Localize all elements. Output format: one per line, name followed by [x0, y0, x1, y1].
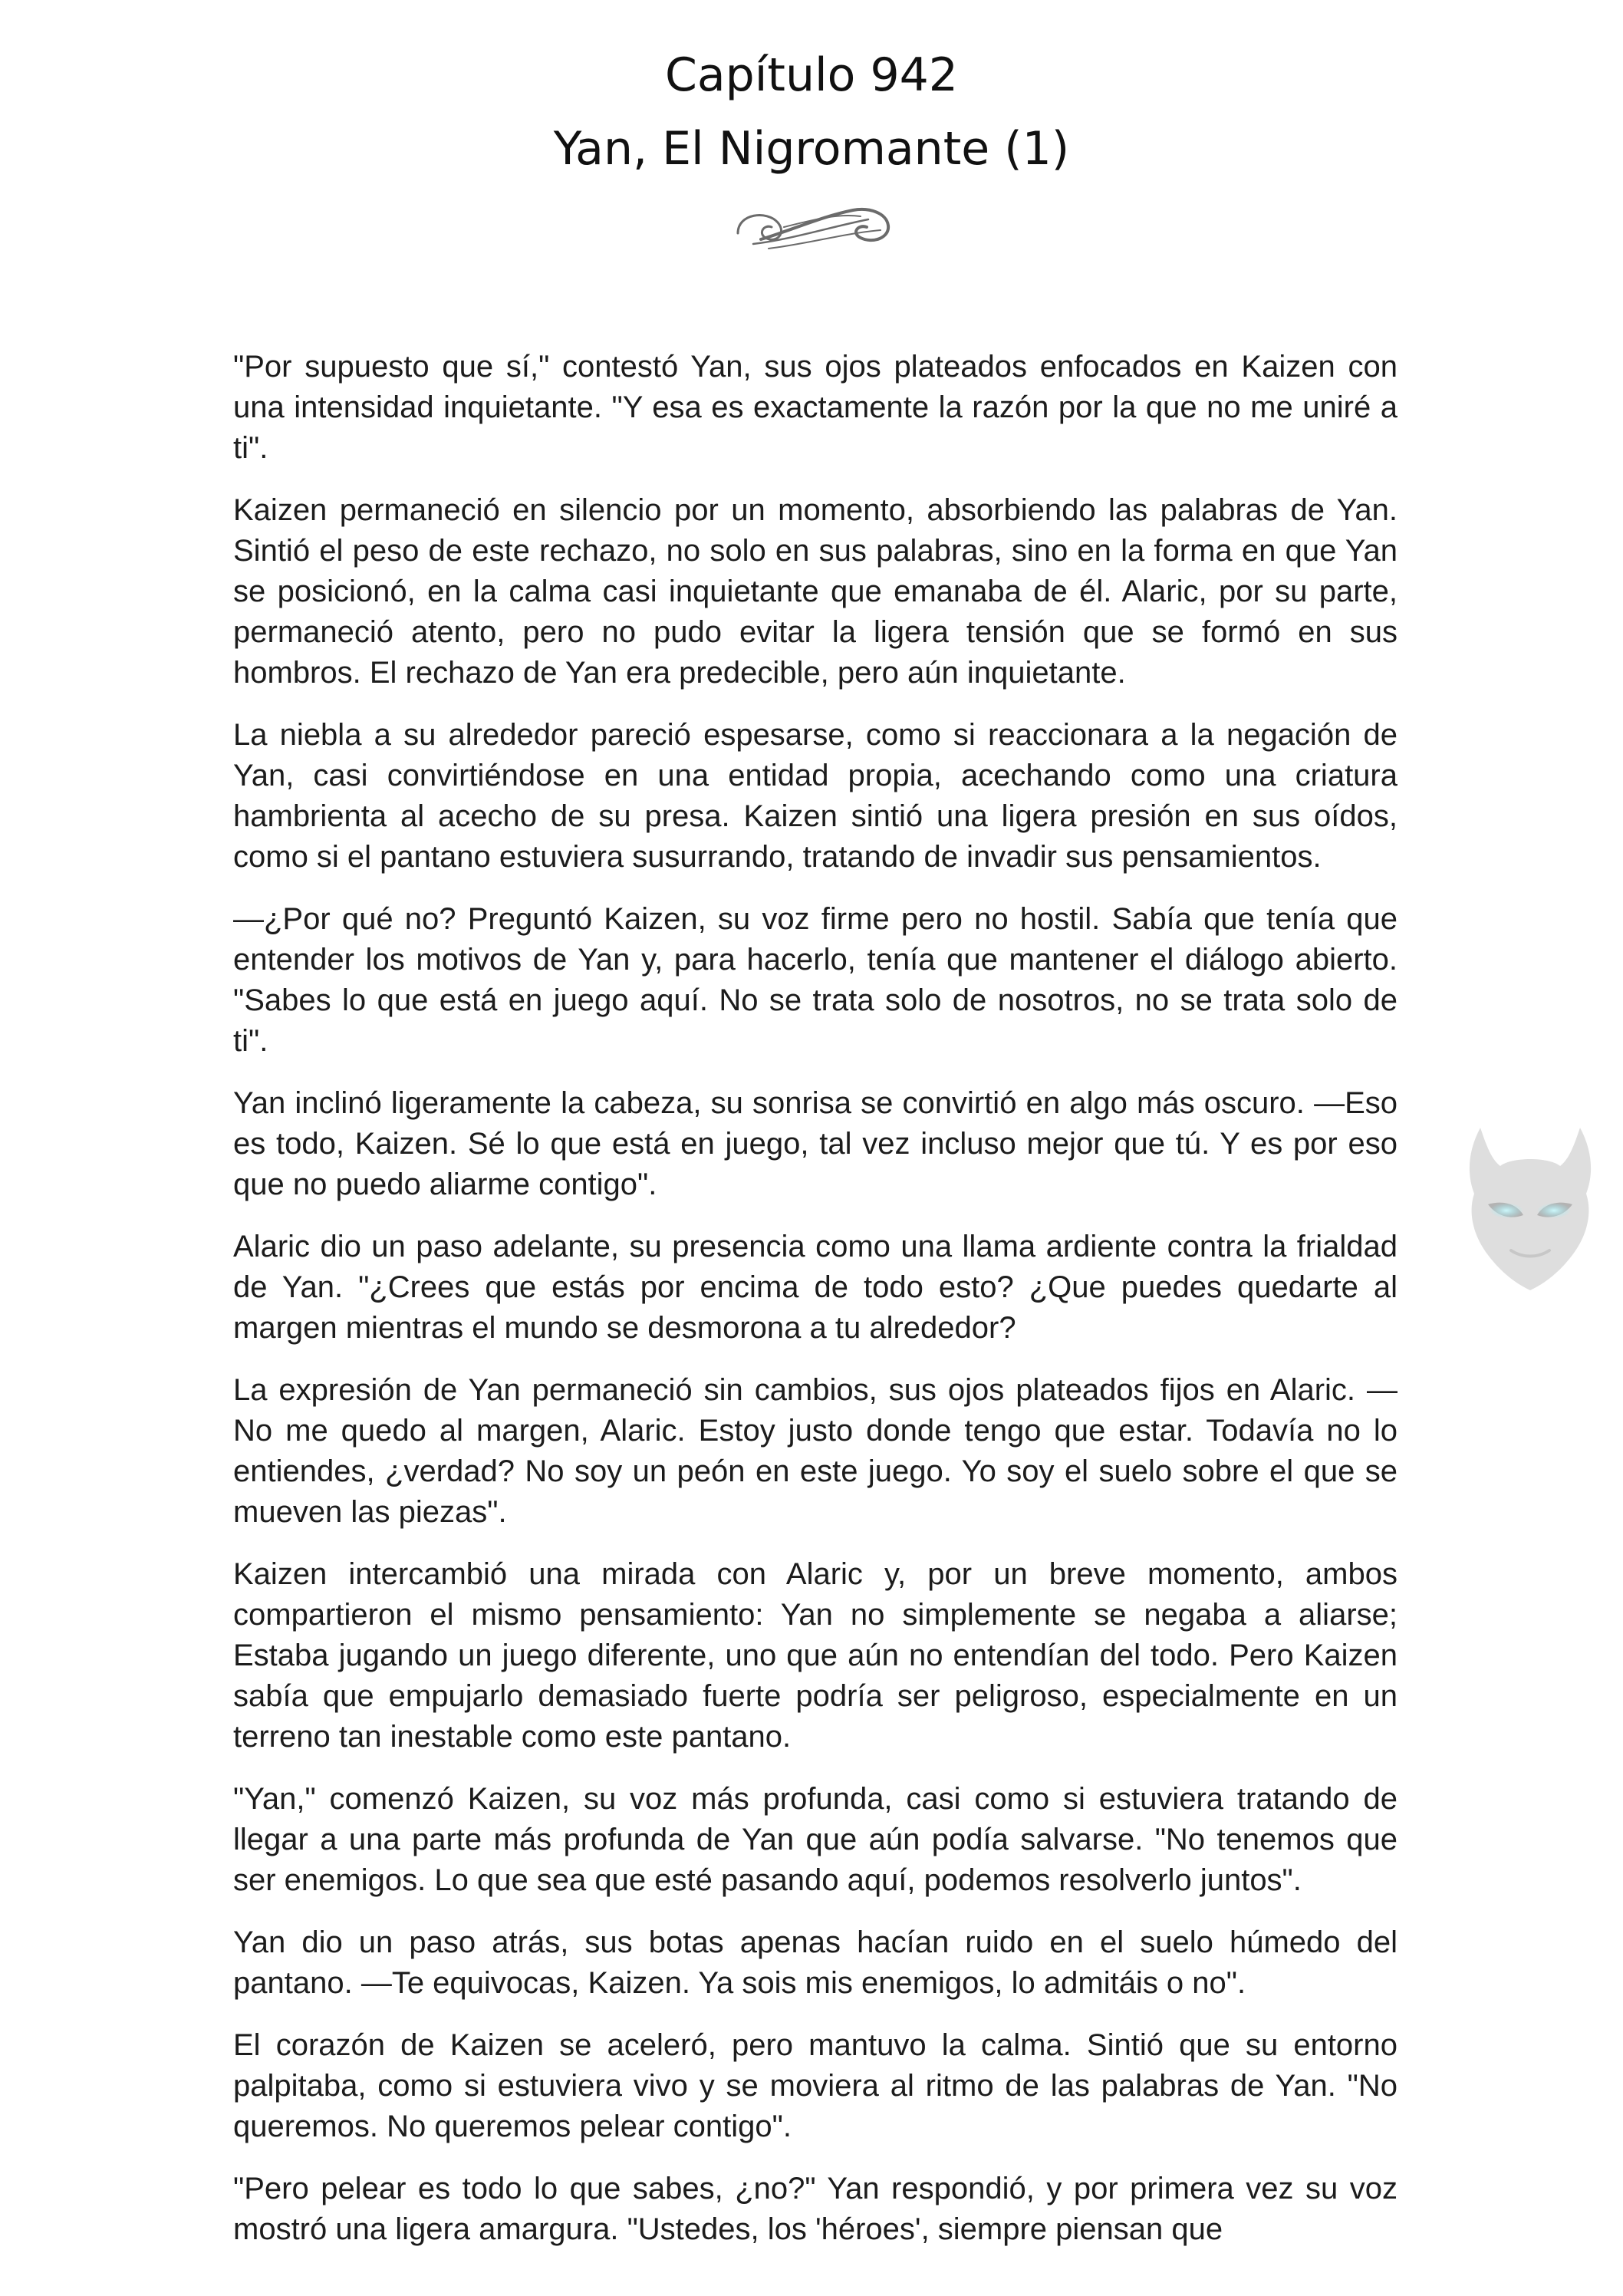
chapter-body — [233, 347, 1397, 2271]
chapter-title: Yan, El Nigromante (1) — [553, 122, 1070, 176]
chapter-header — [0, 38, 1623, 186]
chapter-number: Capítulo 942 — [665, 48, 958, 102]
paragraph: "Pero pelear es todo lo que sabes, ¿no?" Yan respondió, y por primera vez su voz mostró una ligera amargura. "Ustedes, los 'héroes', siempre piensan que — [233, 2172, 1397, 2246]
paragraph: Yan inclinó ligeramente la cabeza, su sonrisa se convirtió en algo más oscuro. —Eso es todo, Kaizen. Sé lo que está en juego, tal vez incluso mejor que tú. Y es por eso que no puedo aliarme contigo". — [233, 1086, 1397, 1201]
paragraph: —¿Por qué no? Preguntó Kaizen, su voz firme pero no hostil. Sabía que tenía que entender los motivos de Yan y, para hacerlo, tenía que mantener el diálogo abierto. "Sabes lo que está en juego aquí. No se trata solo de nosotros, no se trata solo de ti". — [233, 902, 1397, 1058]
paragraph: El corazón de Kaizen se aceleró, pero mantuvo la calma. Sintió que su entorno palpitaba, como si estuviera vivo y se moviera al ritmo de las palabras de Yan. "No queremos. No queremos pelear contigo". — [233, 2028, 1397, 2143]
paragraph: Alaric dio un paso adelante, su presencia como una llama ardiente contra la frialdad de Yan. "¿Crees que estás por encima de todo esto? ¿Que puedes quedarte al margen mientras el mundo se desmorona a tu alrededor? — [233, 1230, 1397, 1345]
flourish-ornament-icon — [730, 196, 896, 258]
paragraph: Kaizen permaneció en silencio por un momento, absorbiendo las palabras de Yan. Sintió el peso de este rechazo, no solo en sus palabras, sino en la forma en que Yan se posicionó, en la calma casi inquietante que emanaba de él. Alaric, por su parte, permaneció atento, pero no pudo evitar la ligera tensión que se formó en sus hombros. El rechazo de Yan era predecible, pero aún inquietante. — [233, 493, 1397, 690]
demon-head-watermark-icon — [1457, 1120, 1603, 1296]
paragraph: "Yan," comenzó Kaizen, su voz más profunda, casi como si estuviera tratando de llegar a una parte más profunda de Yan que aún podía salvarse. "No tenemos que ser enemigos. Lo que sea que esté pasando aquí, podemos resolverlo juntos". — [233, 1782, 1397, 1897]
paragraph: La niebla a su alrededor pareció espesarse, como si reaccionara a la negación de Yan, casi convirtiéndose en una entidad propia, acechando como una criatura hambrienta al acecho de su presa. Kaizen sintió una ligera presión en sus oídos, como si el pantano estuviera susurrando, tratando de invadir sus pensamientos. — [233, 718, 1397, 874]
paragraph: La expresión de Yan permaneció sin cambios, sus ojos plateados fijos en Alaric. —No me quedo al margen, Alaric. Estoy justo donde tengo que estar. Todavía no lo entiendes, ¿verdad? No soy un peón en este juego. Yo soy el suelo sobre el que se mueven las piezas". — [233, 1373, 1397, 1529]
paragraph: Yan dio un paso atrás, sus botas apenas hacían ruido en el suelo húmedo del pantano. —Te equivocas, Kaizen. Ya sois mis enemigos, lo admitáis o no". — [233, 1925, 1397, 2000]
paragraph: "Por supuesto que sí," contestó Yan, sus ojos plateados enfocados en Kaizen con una intensidad inquietante. "Y esa es exactamente la razón por la que no me uniré a ti". — [233, 350, 1397, 465]
paragraph: Kaizen intercambió una mirada con Alaric y, por un breve momento, ambos compartieron el mismo pensamiento: Yan no simplemente se negaba a aliarse; Estaba jugando un juego diferente, uno que aún no entendían del todo. Pero Kaizen sabía que empujarlo demasiado fuerte podría ser peligroso, especialmente en un terreno tan inestable como este pantano. — [233, 1557, 1397, 1754]
